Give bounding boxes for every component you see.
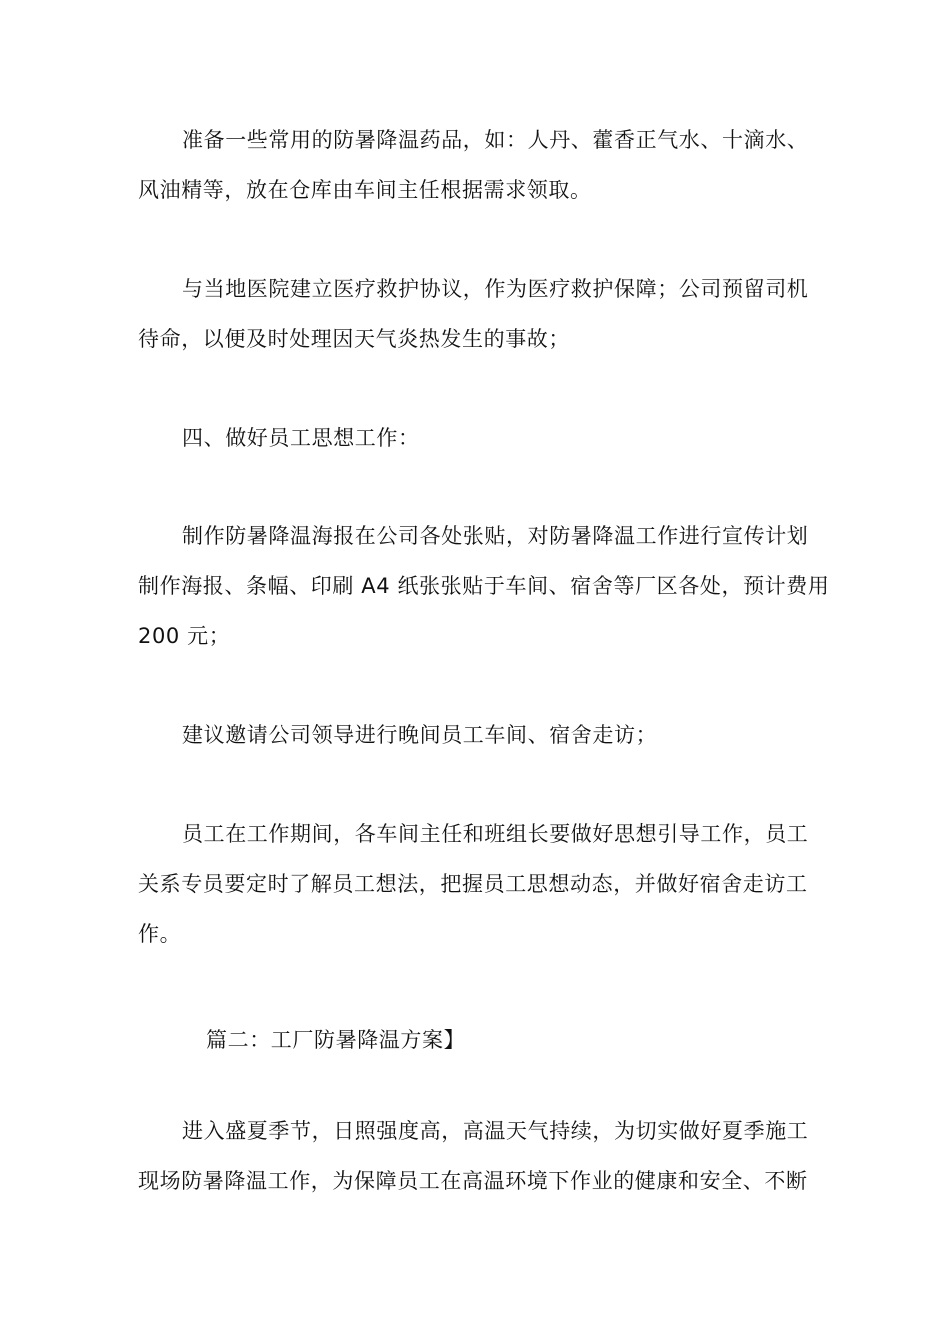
paragraph-visits-line-1: 建议邀请公司领导进行晚间员工车间、宿舍走访； xyxy=(182,723,658,747)
section-heading-4: 四、做好员工思想工作： xyxy=(182,426,420,450)
paragraph-posters-line-3: 200 元； xyxy=(138,624,231,648)
paragraph-guidance-line-1: 员工在工作期间，各车间主任和班组长要做好思想引导工作，员工 xyxy=(182,822,809,846)
paragraph-guidance-line-3: 作。 xyxy=(138,922,182,946)
paragraph-posters-line-2: 制作海报、条幅、印刷 A4 纸张张贴于车间、宿舍等厂区各处，预计费用 xyxy=(138,574,830,598)
paragraph-medicine-line-1: 准备一些常用的防暑降温药品，如：人丹、藿香正气水、十滴水、 xyxy=(182,128,809,152)
part-2-heading: 篇二：工厂防暑降温方案】 xyxy=(206,1028,466,1052)
paragraph-intro-line-1: 进入盛夏季节，日照强度高，高温天气持续，为切实做好夏季施工 xyxy=(182,1119,809,1143)
paragraph-guidance-line-2: 关系专员要定时了解员工想法，把握员工思想动态，并做好宿舍走访工 xyxy=(138,872,808,896)
paragraph-medicine-line-2: 风油精等，放在仓库由车间主任根据需求领取。 xyxy=(138,178,592,202)
paragraph-hospital-line-2: 待命，以便及时处理因天气炎热发生的事故； xyxy=(138,327,570,351)
paragraph-hospital-line-1: 与当地医院建立医疗救护协议，作为医疗救护保障；公司预留司机 xyxy=(182,277,809,301)
paragraph-posters-line-1: 制作防暑降温海报在公司各处张贴，对防暑降温工作进行宣传计划 xyxy=(182,524,809,548)
paragraph-intro-line-2: 现场防暑降温工作，为保障员工在高温环境下作业的健康和安全、不断 xyxy=(138,1169,808,1193)
